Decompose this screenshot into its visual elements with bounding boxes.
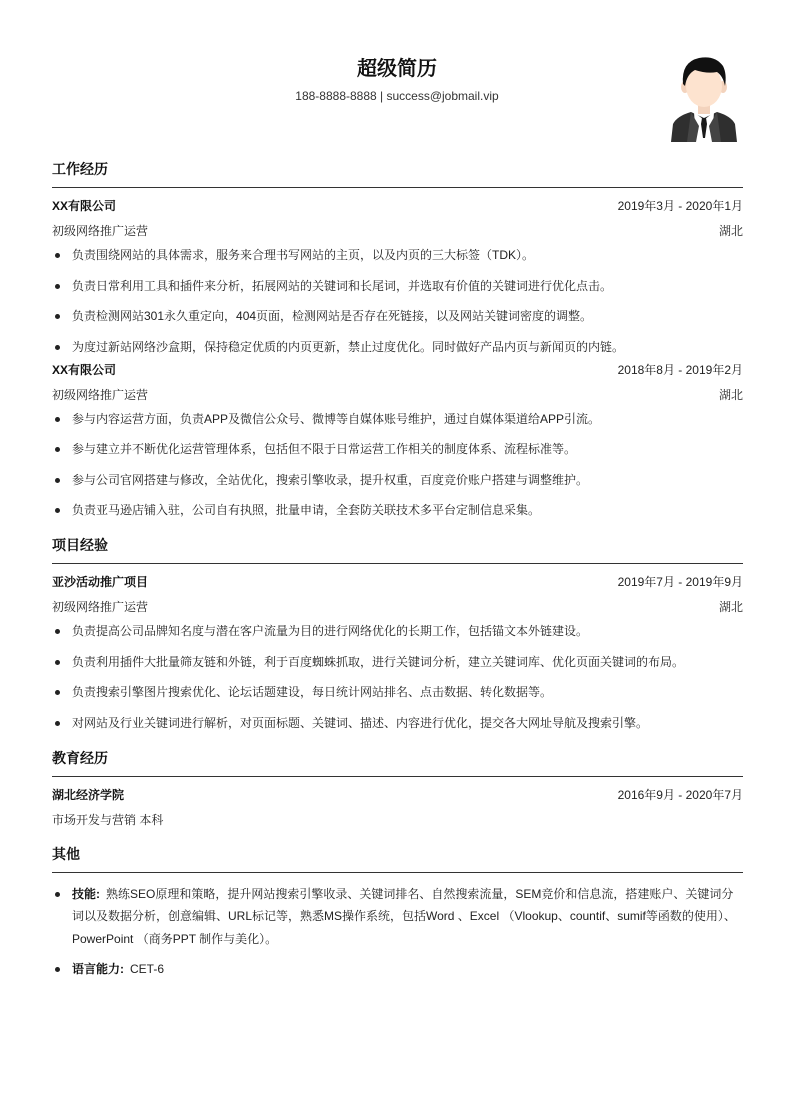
language-text: CET-6 — [130, 962, 165, 976]
list-item — [52, 958, 743, 981]
bullet-list — [52, 622, 743, 732]
bullet-dot-icon — [55, 721, 60, 726]
bullet-dot-icon — [55, 660, 60, 665]
project-entry — [52, 574, 743, 732]
school-name: 湖北经济学院 — [52, 787, 125, 802]
bullet-dot-icon — [55, 447, 60, 452]
avatar-portrait-icon — [669, 54, 739, 142]
language-label: 语言能力: — [72, 962, 124, 976]
bullet-dot-icon — [55, 417, 60, 422]
candidate-name: 超级简历 — [357, 58, 437, 80]
bullet-list — [52, 883, 743, 981]
bullet-list — [52, 246, 743, 356]
resume-body — [52, 155, 743, 989]
list-item: 负责利用插件大批量筛友链和外链，利于百度蜘蛛抓取，进行关键词分析，建立关键词库、优化页面关键词的布局。 — [52, 653, 743, 671]
company-name: XX有限公司 — [52, 362, 117, 377]
section-divider — [52, 776, 743, 777]
section-title: 教育经历 — [52, 749, 108, 766]
section-title: 其他 — [52, 845, 80, 862]
section-divider — [52, 872, 743, 873]
list-item: 为度过新站网络沙盒期，保持稳定优质的内页更新，禁止过度优化。同时做好产品内页与新闻页的内链。 — [52, 338, 743, 356]
resume-header — [0, 0, 794, 150]
bullet-dot-icon — [55, 253, 60, 258]
location: 湖北 — [718, 387, 743, 402]
bullet-dot-icon — [55, 690, 60, 695]
job-role: 初级网络推广运营 — [52, 224, 149, 238]
list-item: 参与内容运营方面，负责APP及微信公众号、微博等自媒体账号维护，通过自媒体渠道给APP引流。 — [52, 410, 743, 428]
list-item — [52, 883, 743, 951]
work-entry — [52, 362, 743, 520]
job-role: 初级网络推广运营 — [52, 387, 149, 402]
date-range: 2019年3月 - 2020年1月 — [617, 199, 743, 213]
list-item: 负责提高公司品牌知名度与潜在客户流量为目的进行网络优化的长期工作，包括锚文本外链建设。 — [52, 622, 743, 640]
job-role: 初级网络推广运营 — [52, 600, 149, 614]
list-item: 参与建立并不断优化运营管理体系，包括但不限于日常运营工作相关的制度体系、流程标准等。 — [52, 440, 743, 458]
list-item: 参与公司官网搭建与修改，全站优化，搜索引擎收录，提升权重，百度竞价账户搭建与调整维护。 — [52, 471, 743, 489]
bullet-dot-icon — [55, 345, 60, 350]
section-title: 项目经验 — [52, 537, 108, 553]
avatar — [669, 54, 739, 142]
bullet-list — [52, 410, 743, 520]
list-item: 负责亚马逊店铺入驻，公司自有执照，批量申请，全套防关联技术多平台定制信息采集。 — [52, 501, 743, 519]
bullet-dot-icon — [55, 508, 60, 513]
major-degree: 市场开发与营销 本科 — [52, 812, 164, 827]
bullet-dot-icon — [55, 284, 60, 289]
bullet-dot-icon — [55, 478, 60, 483]
date-range: 2019年7月 - 2019年9月 — [617, 575, 743, 589]
list-item: 负责检测网站301永久重定向，404页面，检测网站是否存在死链接，以及网站关键词密度的调整。 — [52, 307, 743, 325]
work-experience-section — [52, 159, 743, 519]
bullet-dot-icon — [55, 892, 60, 897]
work-entry — [52, 198, 743, 356]
section-divider — [52, 187, 743, 188]
skills-label: 技能: — [72, 886, 100, 901]
education-entry — [52, 787, 743, 828]
contact-info: 188-8888-8888 | success@jobmail.vip — [295, 89, 499, 103]
list-item: 负责搜索引擎图片搜索优化、论坛话题建设，每日统计网站排名、点击数据、转化数据等。 — [52, 683, 743, 701]
bullet-dot-icon — [55, 629, 60, 634]
education-section — [52, 748, 743, 828]
skills-text: 熟练SEO原理和策略，提升网站搜索引擎收录、关键词排名、自然搜索流量，SEM竞价和信息流，搭建账户、关键词分词以及数据分析，创意编辑、URL标记等，熟悉MS操作系统，包括Word 、Excel （Vlookup、countif、sumif等函数的使用）、PowerPoint （商务PPT 制作与美化）。 — [72, 886, 736, 946]
location: 湖北 — [718, 600, 743, 614]
project-experience-section — [52, 535, 743, 732]
date-range: 2016年9月 - 2020年7月 — [617, 787, 743, 802]
section-divider — [52, 563, 743, 564]
list-item: 对网站及行业关键词进行解析，对页面标题、关键词、描述、内容进行优化，提交各大网址导航及搜索引擎。 — [52, 714, 743, 732]
other-section — [52, 844, 743, 981]
section-title: 工作经历 — [52, 161, 108, 177]
company-name: XX有限公司 — [52, 199, 117, 213]
date-range: 2018年8月 - 2019年2月 — [617, 362, 743, 377]
location: 湖北 — [718, 224, 743, 238]
bullet-dot-icon — [55, 314, 60, 319]
list-item: 负责日常利用工具和插件来分析，拓展网站的关键词和长尾词，并选取有价值的关键词进行优化点击。 — [52, 277, 743, 295]
project-name: 亚沙活动推广项目 — [52, 575, 149, 589]
list-item: 负责围绕网站的具体需求，服务来合理书写网站的主页，以及内页的三大标签（TDK）。 — [52, 246, 743, 264]
bullet-dot-icon — [55, 967, 60, 972]
